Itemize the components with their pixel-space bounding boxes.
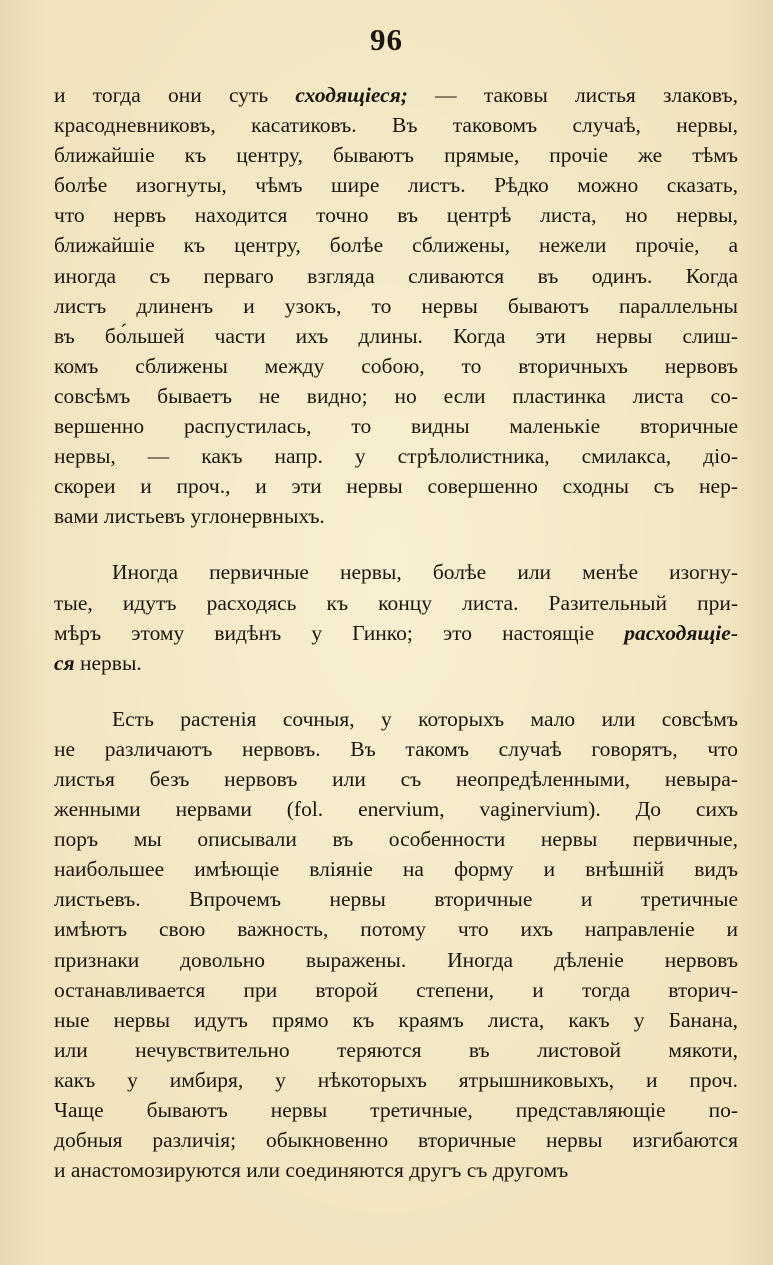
text-run: въ бо́льшей части ихъ длины. Когда эти нервы слиш- xyxy=(54,323,738,348)
text-run: и тогда они суть xyxy=(54,83,296,107)
text-line xyxy=(54,945,738,975)
text-line xyxy=(54,501,738,531)
text-line xyxy=(54,975,738,1005)
text-run: не различаютъ нервовъ. Въ такомъ случаѣ говорятъ, что xyxy=(54,736,738,761)
text-line xyxy=(54,1155,738,1185)
text-line xyxy=(54,351,738,381)
text-run: Иногда первичные нервы, болѣе или менѣе изогну- xyxy=(112,560,738,585)
paragraph xyxy=(54,704,738,1186)
text-line xyxy=(54,200,738,230)
text-run: — таковы листья злаковъ, xyxy=(407,83,738,107)
text-line xyxy=(54,618,738,648)
text-run: листъ длиненъ и узокъ, то нервы бываютъ параллельны xyxy=(54,293,738,318)
text-line xyxy=(54,261,738,291)
italic-term: ся xyxy=(54,650,75,675)
text-line xyxy=(54,1095,738,1125)
text-run: совсѣмъ бываетъ не видно; но если пластинка листа со- xyxy=(54,383,738,408)
paragraph xyxy=(54,557,738,677)
text-line xyxy=(54,170,738,200)
text-line xyxy=(54,291,738,321)
text-run: нервы. xyxy=(74,650,142,675)
text-run: поръ мы описывали въ особенности нервы первичные, xyxy=(54,827,738,852)
page-number: 96 xyxy=(370,22,403,57)
text-run: мѣръ этому видѣнъ у Гинко; это настоящiе xyxy=(54,620,625,645)
text-run: вершенно распустилась, то видны маленькiе вторичные xyxy=(54,414,738,439)
text-line xyxy=(54,411,738,441)
text-line xyxy=(54,230,738,260)
text-run: добныя различiя; обыкновенно вторичные нервы изгибаются xyxy=(54,1128,738,1153)
text-run: останавливается при второй степени, и тогда вторич- xyxy=(54,977,738,1002)
text-run: или нечувствительно теряются въ листовой мякоти, xyxy=(54,1037,738,1062)
text-run: листьевъ. Впрочемъ нервы вторичные и третичные xyxy=(54,887,738,912)
italic-term: сходящiеся; xyxy=(295,83,408,107)
italic-term: расходящiе- xyxy=(624,620,738,645)
text-line xyxy=(54,321,738,351)
text-run: листья безъ нервовъ или съ неопредѣленными, невыра- xyxy=(54,766,738,791)
text-line xyxy=(54,764,738,794)
text-line xyxy=(54,110,738,140)
text-run: Есть растенiя сочныя, у которыхъ мало или совсѣмъ xyxy=(112,706,738,731)
text-run: и анастомозируются или соединяются другъ съ другомъ xyxy=(54,1158,569,1183)
text-line xyxy=(54,704,738,734)
text-run: тые, идутъ расходясь къ концу листа. Разительный при- xyxy=(54,590,738,615)
text-line xyxy=(54,854,738,884)
text-line xyxy=(54,824,738,854)
text-run: какъ у имбиря, у нѣкоторыхъ ятрышниковыхъ, и проч. xyxy=(54,1067,738,1092)
paragraph xyxy=(54,80,738,531)
text-line xyxy=(54,1065,738,1095)
text-run: красодневниковъ, касатиковъ. Въ таковомъ случаѣ, нервы, xyxy=(54,113,738,138)
text-line xyxy=(54,1035,738,1065)
text-run: признаки довольно выражены. Иногда дѣленiе нервовъ xyxy=(54,947,738,972)
text-line xyxy=(54,734,738,764)
text-run: ближайшiе къ центру, бываютъ прямые, прочiе же тѣмъ xyxy=(54,143,738,168)
text-run: ные нервы идутъ прямо къ краямъ листа, какъ у Банана, xyxy=(54,1007,738,1032)
text-run: Чаще бываютъ нервы третичные, представляющiе по- xyxy=(54,1098,738,1122)
text-run: нервы, — какъ напр. у стрѣлолистника, смилакса, дiо- xyxy=(54,444,738,469)
text-run: имѣютъ свою важность, потому что ихъ направленiе и xyxy=(54,917,738,942)
text-run: болѣе изогнуты, чѣмъ шире листъ. Рѣдко можно сказать, xyxy=(54,173,738,198)
text-run: ближайшiе къ центру, болѣе сближены, нежели прочiе, а xyxy=(54,233,738,258)
text-line xyxy=(54,588,738,618)
text-line xyxy=(54,471,738,501)
text-line xyxy=(54,1005,738,1035)
text-line xyxy=(54,80,738,110)
text-line xyxy=(54,1125,738,1155)
page-body xyxy=(54,80,738,1185)
text-run: вами листьевъ углонервныхъ. xyxy=(54,504,325,529)
text-run: что нервъ находится точно въ центрѣ листа, но нервы, xyxy=(54,203,738,228)
text-line xyxy=(54,441,738,471)
text-line xyxy=(54,914,738,944)
text-run: наибольшее имѣющiе влiянiе на форму и внѣшнiй видъ xyxy=(54,857,738,882)
text-run: иногда съ перваго взгляда сливаются въ одинъ. Когда xyxy=(54,263,738,288)
text-line xyxy=(54,381,738,411)
text-run: женными нервами (fol. enervium, vaginervium). До сихъ xyxy=(54,797,738,822)
text-line xyxy=(54,648,738,678)
text-line xyxy=(54,884,738,914)
text-run: скореи и проч., и эти нервы совершенно сходны съ нер- xyxy=(54,474,738,499)
text-run: комъ сближены между собою, то вторичныхъ нервовъ xyxy=(54,353,738,378)
text-line xyxy=(54,140,738,170)
text-line xyxy=(54,794,738,824)
text-line xyxy=(54,557,738,587)
